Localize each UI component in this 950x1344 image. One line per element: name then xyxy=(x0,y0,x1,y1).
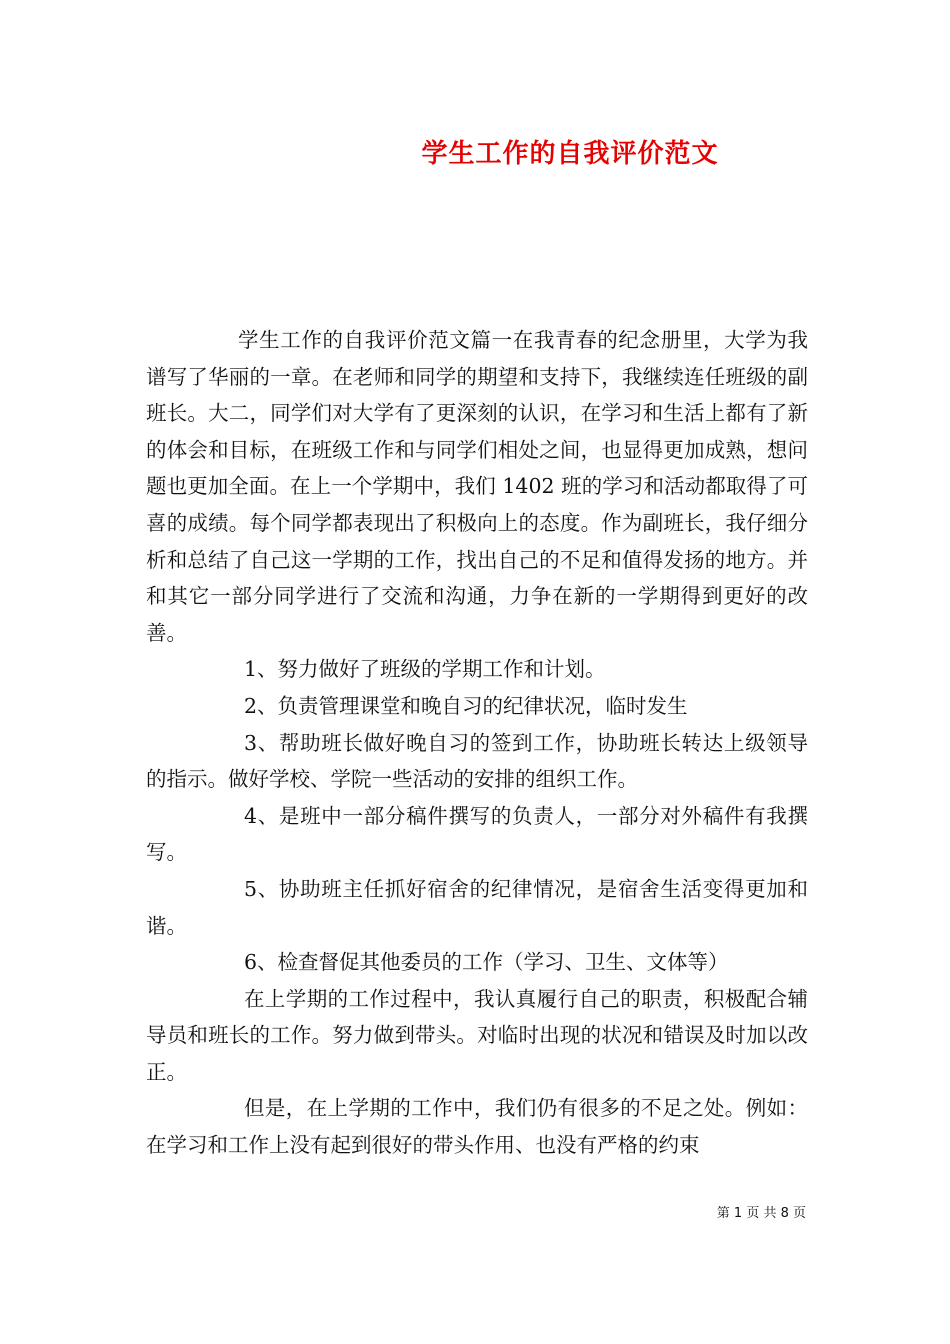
paragraph-shortcomings: 但是，在上学期的工作中，我们仍有很多的不足之处。例如：在学习和工作上没有起到很好的带头作用、也没有严格的约束 xyxy=(146,1096,808,1158)
paragraph-summary: 在上学期的工作过程中，我认真履行自己的职责，积极配合辅导员和班长的工作。努力做到带头。对临时出现的状况和错误及时加以改正。 xyxy=(146,986,808,1084)
document-body xyxy=(146,322,808,1164)
list-item-4: 4、是班中一部分稿件撰写的负责人，一部分对外稿件有我撰写。 xyxy=(146,803,808,865)
list-item-2: 2、负责管理课堂和晚自习的纪律状况，临时发生 xyxy=(244,693,688,718)
document-title: 学生工作的自我评价范文 xyxy=(421,139,719,169)
page-number: 第 1 页 共 8 页 xyxy=(716,1206,806,1221)
list-item-5: 5、协助班主任抓好宿舍的纪律情况，是宿舍生活变得更加和谐。 xyxy=(146,876,808,938)
paragraph-intro: 学生工作的自我评价范文篇一在我青春的纪念册里，大学为我谱写了华丽的一章。在老师和同学的期望和支持下，我继续连任班级的副班长。大二，同学们对大学有了更深刻的认识，在学习和生活上都有了新的体会和目标，在班级工作和与同学们相处之间，也显得更加成熟，想问题也更加全面。在上一个学期中，我们 1402 班的学习和活动都取得了可喜的成绩。每个同学都表现出了积极向上的态度。作为副班长，我仔细分析和总结了自己这一学期的工作，找出自己的不足和值得发扬的地方。并和其它一部分同学进行了交流和沟通，力争在新的一学期得到更好的改善。 xyxy=(146,328,808,645)
list-item-3: 3、帮助班长做好晚自习的签到工作，协助班长转达上级领导的指示。做好学校、学院一些活动的安排的组织工作。 xyxy=(146,730,808,792)
list-item-6: 6、检查督促其他委员的工作（学习、卫生、文体等） xyxy=(244,950,729,975)
list-item-1: 1、努力做好了班级的学期工作和计划。 xyxy=(244,657,606,682)
